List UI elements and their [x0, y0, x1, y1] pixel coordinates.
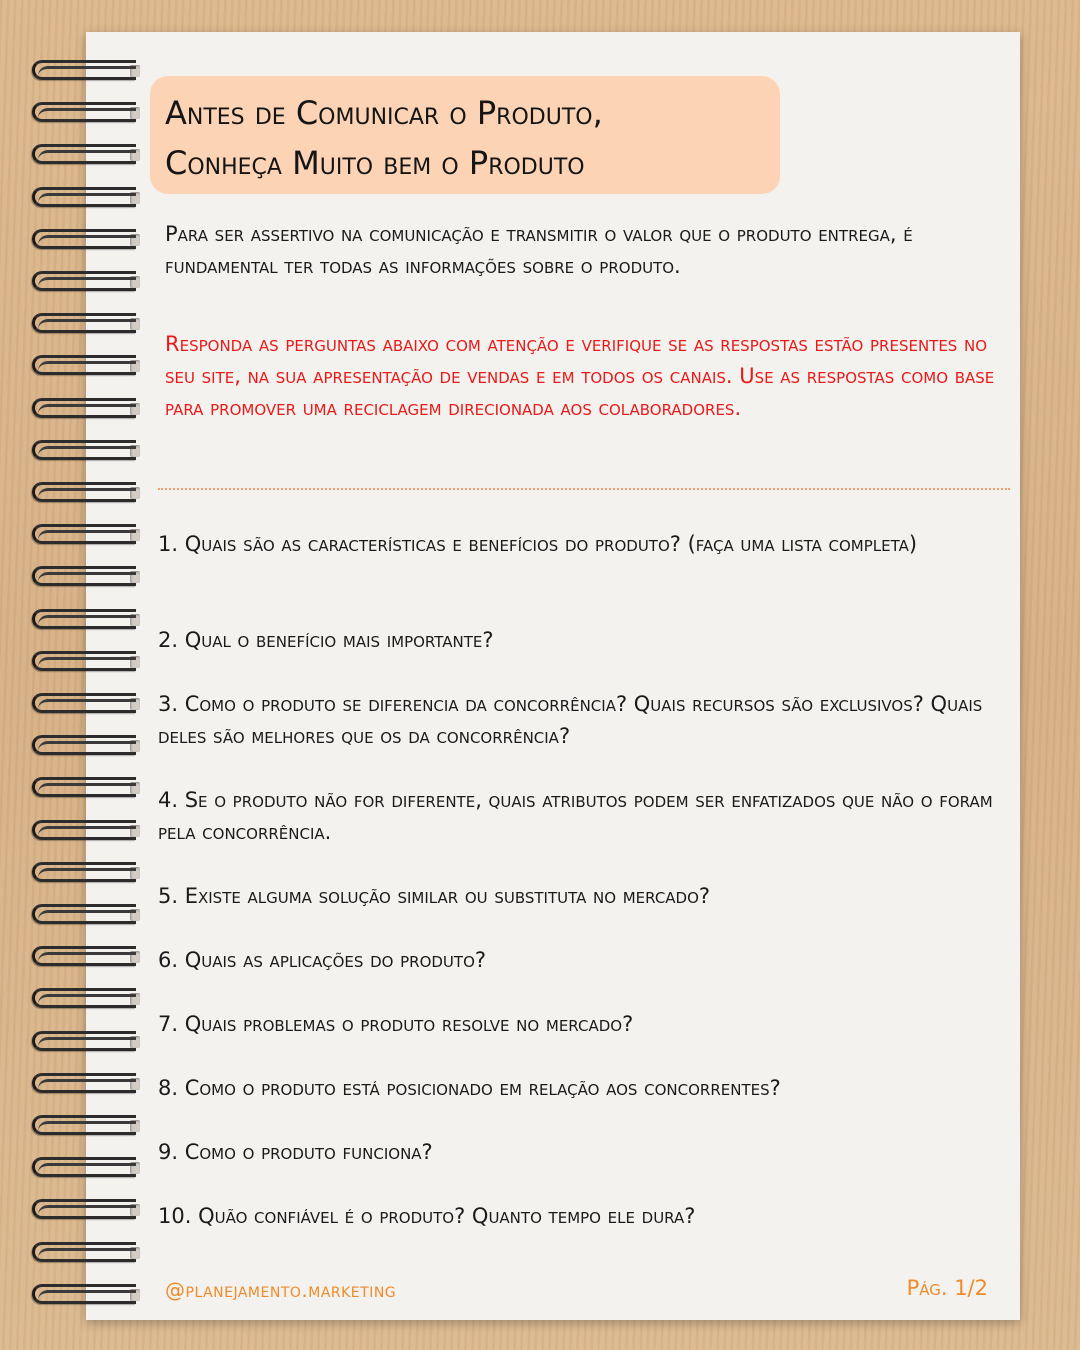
intro-paragraph: Para ser assertivo na comunicação e transmitir o valor que o produto entrega, é fundamental ter todas as informações sobre o produto. — [165, 222, 913, 278]
spiral-ring — [32, 647, 132, 677]
spiral-ring — [32, 900, 132, 930]
spiral-ring — [32, 773, 132, 803]
spiral-ring — [32, 731, 132, 761]
spiral-ring — [32, 1195, 132, 1225]
spiral-ring — [32, 942, 132, 972]
page-title — [165, 88, 785, 188]
spiral-ring — [32, 225, 132, 255]
question-item: 9. Como o produto funciona? — [158, 1140, 433, 1164]
spiral-ring — [32, 309, 132, 339]
spiral-ring — [32, 520, 132, 550]
title-line-1: Antes de Comunicar o Produto, — [165, 94, 603, 132]
question-item: 2. Qual o benefício mais importante? — [158, 628, 494, 652]
question-item: 6. Quais as aplicações do produto? — [158, 948, 487, 972]
spiral-ring — [32, 436, 132, 466]
question-item: 4. Se o produto não for diferente, quais atributos podem ser enfatizados que não o foram pela concorrência. — [158, 788, 993, 844]
footer-handle: @planejamento.marketing — [165, 1278, 397, 1302]
spiral-ring — [32, 394, 132, 424]
spiral-ring — [32, 1238, 132, 1268]
question-item: 1. Quais são as características e benefícios do produto? (faça uma lista completa) — [158, 532, 918, 556]
spiral-ring — [32, 351, 132, 381]
spiral-ring — [32, 1027, 132, 1057]
spiral-ring — [32, 140, 132, 170]
spiral-ring — [32, 1069, 132, 1099]
spiral-ring — [32, 984, 132, 1014]
question-item: 7. Quais problemas o produto resolve no mercado? — [158, 1012, 634, 1036]
spiral-ring — [32, 1280, 132, 1310]
highlight-paragraph: Responda as perguntas abaixo com atenção e verifique se as respostas estão presentes no seu site, na sua apresentação de vendas e em todos os canais. Use as respostas como base para promover uma reciclagem direcionada aos colaboradores. — [165, 332, 995, 420]
page-number: Pág. 1/2 — [906, 1276, 988, 1300]
spiral-ring — [32, 267, 132, 297]
spiral-ring — [32, 183, 132, 213]
spiral-ring — [32, 1111, 132, 1141]
spiral-ring — [32, 1153, 132, 1183]
question-item: 5. Existe alguma solução similar ou substituta no mercado? — [158, 884, 711, 908]
spiral-ring — [32, 478, 132, 508]
dotted-divider — [158, 488, 1010, 490]
spiral-ring — [32, 858, 132, 888]
spiral-ring — [32, 56, 132, 86]
question-item: 3. Como o produto se diferencia da concorrência? Quais recursos são exclusivos? Quais deles são melhores que os da concorrência? — [158, 692, 983, 748]
title-line-2: Conheça Muito bem o Produto — [165, 144, 585, 182]
spiral-ring — [32, 816, 132, 846]
spiral-ring — [32, 562, 132, 592]
spiral-ring — [32, 98, 132, 128]
question-item: 8. Como o produto está posicionado em relação aos concorrentes? — [158, 1076, 781, 1100]
spiral-ring — [32, 689, 132, 719]
question-item: 10. Quão confiável é o produto? Quanto tempo ele dura? — [158, 1204, 696, 1228]
spiral-ring — [32, 605, 132, 635]
